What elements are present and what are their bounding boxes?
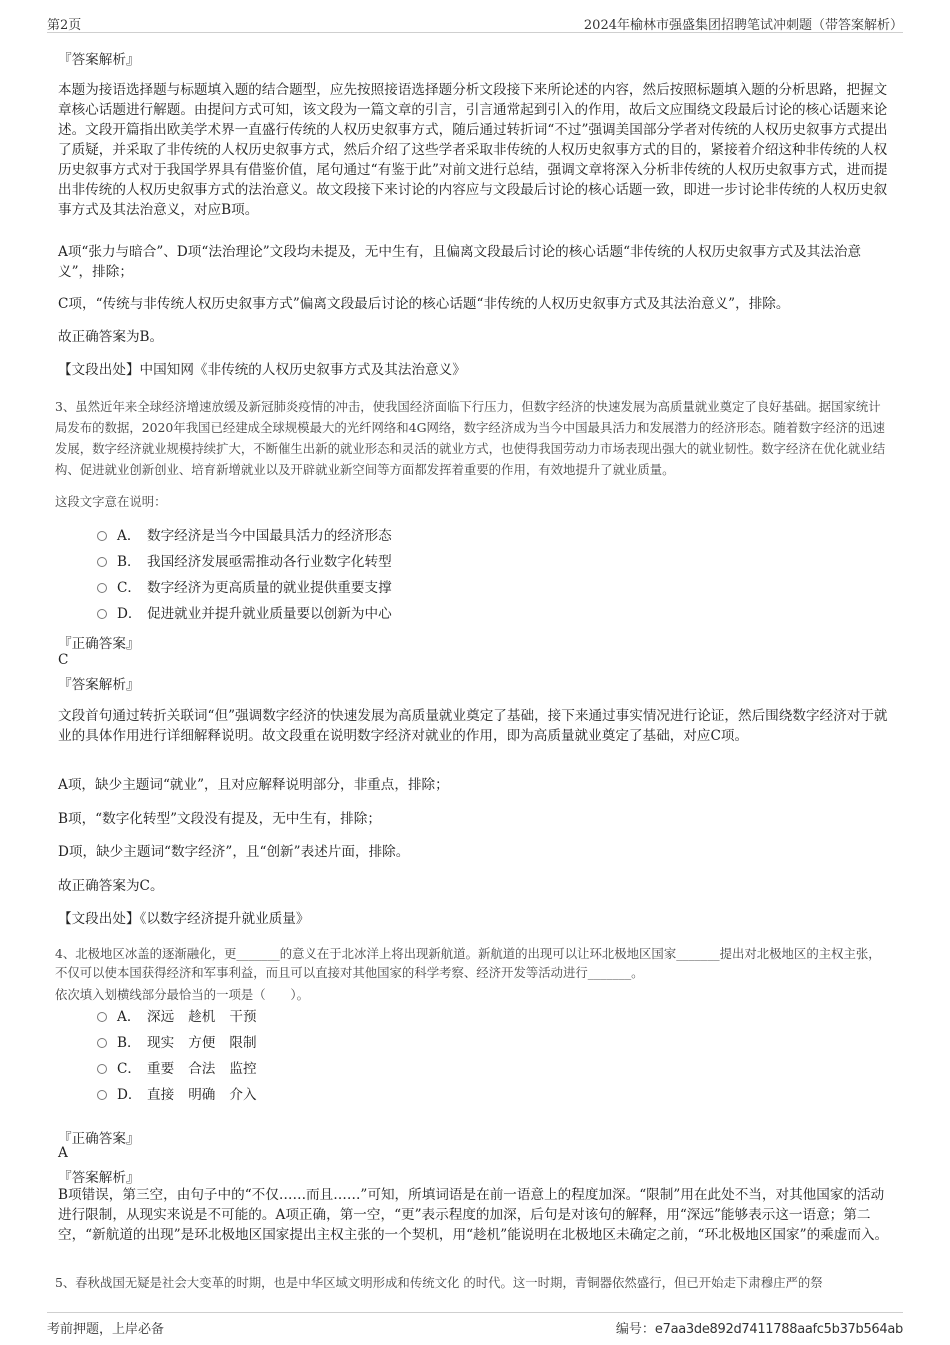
- q4-option-d[interactable]: D． 直接 明确 介入: [97, 1085, 257, 1105]
- q2-conclusion: 故正确答案为B。: [58, 329, 164, 345]
- q4-question: 依次填入划横线部分最恰当的一项是（ ）。: [55, 987, 310, 1002]
- page-number: 第2页: [47, 18, 82, 33]
- q3-question: 这段文字意在说明：: [55, 494, 167, 509]
- q3-option-a[interactable]: A． 数字经济是当今中国最具活力的经济形态: [97, 526, 392, 546]
- radio-icon[interactable]: [97, 531, 107, 541]
- q2-analysis-label: 『答案解析』: [58, 52, 140, 68]
- q2-note-a: A项“张力与暗合”、D项“法治理论”文段均未提及，无中生有，且偏离文段最后讨论的核心话题“非传统的人权历史叙事方式及其法治意义”，排除；: [58, 244, 862, 280]
- q5-stem: 5、春秋战国无疑是社会大变革的时期，也是中华区域文明形成和传统文化 的时代。这一时期，青铜器依然盛行，但已开始走下肃穆庄严的祭: [55, 1275, 823, 1290]
- page-footer: [47, 1312, 903, 1335]
- document-title: 2024年榆林市强盛集团招聘笔试冲刺题（带答案解析）: [583, 18, 903, 33]
- q3-note-a: A项，缺少主题词“就业”，且对应解释说明部分，非重点，排除；: [58, 777, 449, 793]
- q2-note-c: C项，“传统与非传统人权历史叙事方式”偏离文段最后讨论的核心话题“非传统的人权历史叙事方式及其法治意义”，排除。: [58, 296, 790, 312]
- q3-source: 【文段出处】《以数字经济提升就业质量》: [58, 911, 310, 927]
- q4-option-b[interactable]: B． 现实 方便 限制: [97, 1033, 257, 1053]
- q2-source: 【文段出处】中国知网《非传统的人权历史叙事方式及其法治意义》: [58, 362, 466, 378]
- radio-icon[interactable]: [97, 557, 107, 567]
- q4-analysis: B项错误，第三空，由句子中的“不仅……而且……”可知，所填词语是在前一语意上的程度加深。“限制”用在此处不当，对其他国家的活动进行限制，从现实来说是不可能的。A项正确，第一空，“更”表示程度的加深，后句是对该句的解释，用“深远”能够表示这一语意；第二空，“新航道的出现”是环北极地区国家提出主权主张的一个契机，用“趁机”能说明在北极地区未确定之前，“环北极地区国家”的乘虚而入。: [58, 1187, 889, 1243]
- footer-code: 编号：e7aa3de892d7411788aafc5b37b564ab: [615, 1322, 903, 1337]
- q2-analysis: 本题为接语选择题与标题填入题的结合题型，应先按照接语选择题分析文段接下来所论述的内容，然后按照标题填入题的分析思路，把握文章核心话题进行解题。由提问方式可知，该文段为一篇文章的引言，引言通常起到引入的作用，故后文应围绕文段最后讨论的核心话题来论述。文段开篇指出欧美学术界一直盛行传统的人权历史叙事方式，随后通过转折词“不过”强调美国部分学者对传统的人权历史叙事方式提出了质疑，并采取了非传统的人权历史叙事方式，然后介绍了这些学者采取非传统的人权历史叙事方式的目的，紧接着介绍这种非传统的人权历史叙事方式对于我国学界具有借鉴价值，尾句通过“有鉴于此”对前文进行总结，强调文章将深入分析非传统的人权历史叙事方式，进而提出非传统的人权历史叙事方式的法治意义。故文段接下来讨论的内容应与文段最后讨论的核心话题一致，即进一步讨论非传统的人权历史叙事方式及其法治意义，对应B项。: [58, 82, 888, 218]
- q4-answer: A: [58, 1145, 68, 1161]
- radio-icon[interactable]: [97, 583, 107, 593]
- radio-icon[interactable]: [97, 1064, 107, 1074]
- q4-analysis-label: 『答案解析』: [58, 1170, 140, 1186]
- radio-icon[interactable]: [97, 1012, 107, 1022]
- q4-option-c[interactable]: C． 重要 合法 监控: [97, 1059, 257, 1079]
- q3-option-b[interactable]: B． 我国经济发展亟需推动各行业数字化转型: [97, 552, 392, 572]
- radio-icon[interactable]: [97, 609, 107, 619]
- page-header: [47, 12, 903, 33]
- q3-analysis: 文段首句通过转折关联词“但”强调数字经济的快速发展为高质量就业奠定了基础，接下来通过事实情况进行论证，然后围绕数字经济对于就业的具体作用进行详细解释说明。故文段重在说明数字经济对就业的作用，即为高质量就业奠定了基础，对应C项。: [58, 708, 888, 744]
- q4-stem: 4、北极地区冰盖的逐渐融化，更_______的意义在于北冰洋上将出现新航道。新航道的出现可以让环北极地区国家_______提出对北极地区的主权主张，不仅可以使本国获得经济和军事利益，而且可以直接对其他国家的科学考察、经济开发等活动进行_______。: [55, 946, 881, 980]
- radio-icon[interactable]: [97, 1038, 107, 1048]
- footer-slogan: 考前押题，上岸必备: [47, 1322, 165, 1337]
- q3-conclusion: 故正确答案为C。: [58, 878, 164, 894]
- q3-note-b: B项，“数字化转型”文段没有提及，无中生有，排除；: [58, 811, 381, 827]
- q3-note-d: D项，缺少主题词“数字经济”，且“创新”表述片面，排除。: [58, 844, 410, 860]
- q3-stem: 3、虽然近年来全球经济增速放缓及新冠肺炎疫情的冲击，使我国经济面临下行压力，但数字经济的快速发展为高质量就业奠定了良好基础。据国家统计局发布的数据，2020年我国已经建成全球规模最大的光纤网络和4G网络，数字经济成为当今中国最具活力和发展潜力的经济形态。随着数字经济的迅速发展，数字经济就业规模持续扩大，不断催生出新的就业形态和灵活的就业方式，也使得我国劳动力市场表现出强大的就业韧性。数字经济在优化就业结构、促进就业创新创业、培育新增就业以及开辟就业新空间等方面都发挥着重要的作用，有效地提升了就业质量。: [55, 399, 886, 477]
- q3-answer: C: [58, 652, 69, 668]
- q3-answer-label: 『正确答案』: [58, 636, 140, 652]
- q3-option-c[interactable]: C． 数字经济为更高质量的就业提供重要支撑: [97, 578, 392, 598]
- q3-analysis-label: 『答案解析』: [58, 677, 140, 693]
- q4-answer-label: 『正确答案』: [58, 1131, 140, 1147]
- q4-option-a[interactable]: A． 深远 趁机 干预: [97, 1007, 257, 1027]
- q3-option-d[interactable]: D． 促进就业并提升就业质量要以创新为中心: [97, 604, 392, 624]
- radio-icon[interactable]: [97, 1090, 107, 1100]
